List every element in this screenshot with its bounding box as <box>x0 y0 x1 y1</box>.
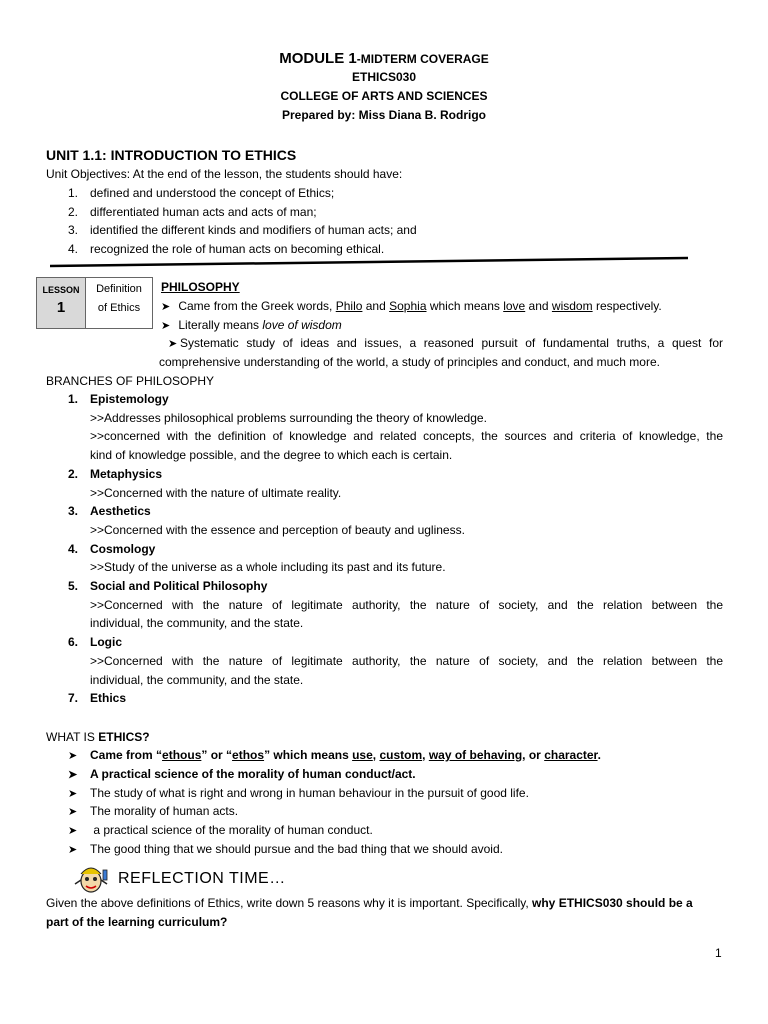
objective-text: identified the different kinds and modifiers of human acts; and <box>90 223 417 237</box>
objective-number: 4. <box>68 241 79 256</box>
branch-heading <box>68 390 169 408</box>
branch-name: Aesthetics <box>90 504 151 519</box>
branch-number: 4. <box>68 541 79 556</box>
branch-description: >>Study of the universe as a whole including its past and its future. <box>90 560 446 575</box>
lesson-label: LESSON <box>42 285 80 295</box>
philosophy-bullet-3: ➤ Systematic study of ideas and issues, a reasoned pursuit of fundamental truths, a quest for <box>161 334 723 353</box>
branch-heading <box>68 502 151 520</box>
branch-number: 3. <box>68 504 79 519</box>
reflection-prompt-line2: part of the learning curriculum? <box>46 915 228 929</box>
lesson-box <box>36 277 153 329</box>
lesson-title-line2: of Ethics <box>97 302 141 314</box>
branch-heading <box>68 577 267 595</box>
lesson-number: 1 <box>56 299 66 316</box>
college-name: COLLEGE OF ARTS AND SCIENCES <box>280 89 488 103</box>
branch-description: >>Concerned with the essence and perception of beauty and ugliness. <box>90 522 465 537</box>
philosophy-bullet-3-cont: comprehensive understanding of the world, a study of principles and conduct, and much more. <box>159 355 660 369</box>
branch-description: individual, the community, and the state. <box>90 616 304 631</box>
lesson-title-line1: Definition <box>96 283 142 295</box>
arrow-bullet-icon: ➤ <box>68 844 78 856</box>
ethics-bullet-1: ➤ Came from “ethous” or “ethos” which means use, custom, way of behaving, or character. <box>68 746 601 765</box>
reflection-prompt-line1: Given the above definitions of Ethics, write down 5 reasons why it is important. Specifically, why ETHICS030 should be a <box>46 896 693 910</box>
module-coverage: -MIDTERM COVERAGE <box>356 52 489 66</box>
branch-heading <box>68 689 126 707</box>
arrow-bullet-icon: ➤ <box>68 788 78 800</box>
objective-number: 1. <box>68 186 79 200</box>
arrow-bullet-icon: ➤ <box>168 338 178 350</box>
branch-description: >>Concerned with the nature of legitimate authority, the nature of society, and the relation between the <box>90 653 723 668</box>
ethics-bullet-3: ➤ The study of what is right and wrong in human behaviour in the pursuit of good life. <box>68 784 529 803</box>
objective-item <box>68 184 334 202</box>
branch-name: Ethics <box>90 691 127 706</box>
branch-number: 6. <box>68 635 79 650</box>
branch-name: Logic <box>90 635 122 650</box>
branch-description: >>Concerned with the nature of ultimate reality. <box>90 485 342 500</box>
prepared-by: Prepared by: Miss Diana B. Rodrigo <box>281 108 487 122</box>
objective-item <box>68 203 317 221</box>
branch-heading <box>68 540 155 558</box>
branch-heading <box>68 633 122 651</box>
branch-description: >>Concerned with the nature of legitimate authority, the nature of society, and the relation between the <box>90 597 723 612</box>
branch-description: individual, the community, and the state. <box>90 672 304 687</box>
objective-number: 2. <box>68 204 79 219</box>
philosophy-bullet-1: ➤ Came from the Greek words, Philo and Sophia which means love and wisdom respectively. <box>161 297 662 316</box>
objective-item <box>68 221 417 239</box>
branch-number: 5. <box>68 579 79 593</box>
objective-text: recognized the role of human acts on becoming ethical. <box>90 241 385 256</box>
branch-name: Social and Political Philosophy <box>90 579 268 593</box>
objective-text: defined and understood the concept of Ethics; <box>90 186 335 200</box>
objective-number: 3. <box>68 223 79 237</box>
ethics-bullet-4: ➤ The morality of human acts. <box>68 802 238 821</box>
branch-heading <box>68 465 162 483</box>
branch-description: kind of knowledge possible, and the degree to which each is certain. <box>90 448 453 463</box>
module-title <box>0 50 768 67</box>
section-divider <box>48 255 690 269</box>
module-label: MODULE 1 <box>279 50 357 67</box>
reflection-mascot-icon <box>72 864 110 894</box>
unit-objectives-intro: Unit Objectives: At the end of the lesson, the students should have: <box>46 167 403 181</box>
course-code: ETHICS030 <box>351 70 417 84</box>
arrow-bullet-icon: ➤ <box>161 301 171 313</box>
reflection-title: REFLECTION TIME… <box>118 870 286 887</box>
arrow-bullet-icon: ➤ <box>68 769 78 781</box>
unit-title: UNIT 1.1: INTRODUCTION TO ETHICS <box>46 147 297 163</box>
branch-description: >>Addresses philosophical problems surrounding the theory of knowledge. <box>90 410 487 425</box>
branch-name: Epistemology <box>90 392 169 406</box>
arrow-bullet-icon: ➤ <box>161 320 171 332</box>
branch-description: >>concerned with the definition of knowledge and related concepts, the sources and criteria of knowledge, the <box>90 429 723 444</box>
arrow-bullet-icon: ➤ <box>68 806 78 818</box>
ethics-bullet-2: ➤ A practical science of the morality of human conduct/act. <box>68 765 416 784</box>
arrow-bullet-icon: ➤ <box>68 825 78 837</box>
ethics-bullet-5: ➤ a practical science of the morality of human conduct. <box>68 821 373 840</box>
philosophy-title: PHILOSOPHY <box>161 280 240 294</box>
page-number: 1 <box>715 946 722 960</box>
philosophy-bullet-2: ➤ Literally means love of wisdom <box>161 316 342 335</box>
lesson-title-cell <box>86 278 152 328</box>
arrow-bullet-icon: ➤ <box>68 750 78 762</box>
objective-text: differentiated human acts and acts of man; <box>90 204 317 219</box>
branch-number: 1. <box>68 392 79 406</box>
branch-number: 2. <box>68 466 79 481</box>
branches-title: BRANCHES OF PHILOSOPHY <box>46 374 215 388</box>
ethics-bullet-6: ➤ The good thing that we should pursue and the bad thing that we should avoid. <box>68 840 503 859</box>
ethics-title: WHAT IS ETHICS? <box>46 730 150 744</box>
lesson-number-cell <box>37 278 86 328</box>
branch-name: Metaphysics <box>90 466 163 481</box>
branch-number: 7. <box>68 691 79 706</box>
branch-name: Cosmology <box>90 541 156 556</box>
